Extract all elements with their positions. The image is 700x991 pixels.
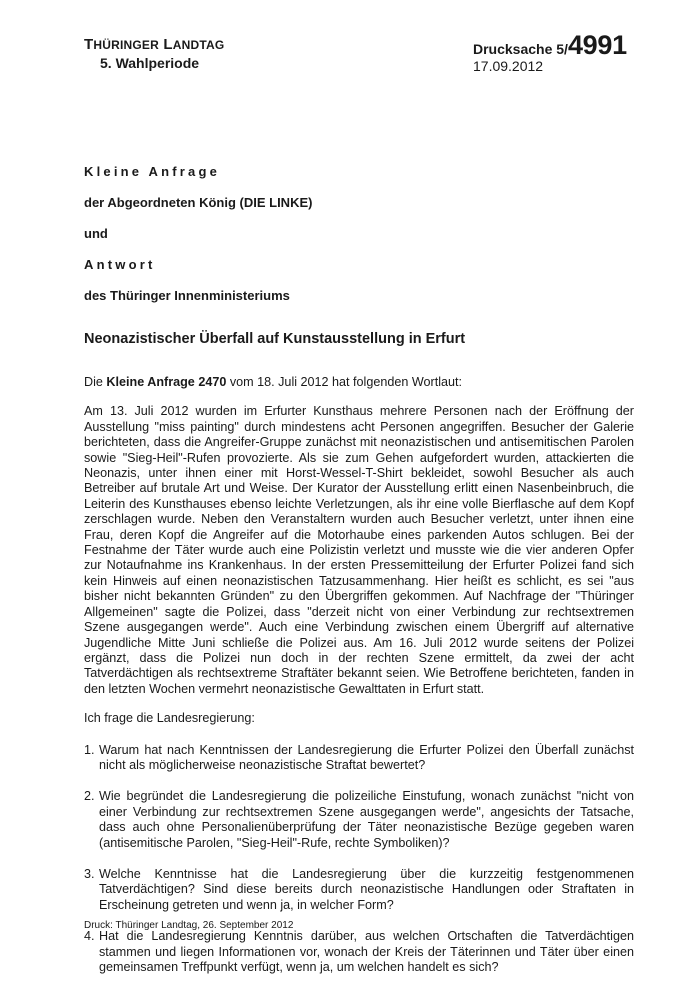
lead-sentence: Die Kleine Anfrage 2470 vom 18. Juli 2012 hat folgenden Wortlaut: xyxy=(84,375,463,389)
antwort-heading: Antwort xyxy=(84,257,156,272)
und-line: und xyxy=(84,226,108,241)
parliament-name: THÜRINGER LANDTAG xyxy=(84,36,225,53)
list-item: 1. Warum hat nach Kenntnissen der Landesregierung die Erfurter Polizei den Überfall zunächst nicht als möglicherweise neonazistische Straftat bewertet? xyxy=(84,742,634,772)
question-background-paragraph: Am 13. Juli 2012 wurden im Erfurter Kunsthaus mehrere Personen nach der Eröffnung der Ausstellung "miss painting" durch mindestens acht Personen angegriffen. Besucher der Galerie berichteten, dass die Angreifer-Gruppe zunächst mit neonazistischen und antisemitischen Parolen sowie "Sieg-Heil"-Rufen provozierte. Als sie zum Gehen aufgefordert wurden, attackierten die Neonazis, unter ihnen einer mit Horst-Wessel-T-Shirt bekleidet, sowohl Besucher als auch Betreiber auf brutale Art und Weise. Der Kurator der Ausstellung erlitt einen Nasenbeinbruch, die Leiterin des Kunsthauses ebenso leichte Verletzungen, als ihr eine volle Bierflasche auf dem Kopf zerschlagen wurde. Neben den Veranstaltern wurden auch Besucher verletzt, unter ihnen eine Frau, deren Kopf die Angreifer auf die Motorhaube eines parkenden Autos schlugen. Bei der Festnahme der Täter wurde auch eine Polizistin verletzt und musste wie die vier anderen Opfer zur Notaufnahme ins Krankenhaus. In der ersten Pressemitteilung der Erfurter Polizei fand sich kein Hinweis auf einen neonazistischen Tatzusammenhang. Hier heißt es schlicht, es sei "aus bisher nicht bekannten Gründen" zu den Übergriffen gekommen. Auf Nachfrage der "Thüringer Allgemeinen" sagte die Polizei, dass "derzeit nicht von einer Verbindung zur rechtsextremen Szene ausgegangen werde". Auch eine Verbindung zwischen einem Übergriff auf alternative Jugendliche Mitte Juni schließe die Polizei aus. Am 16. Juli 2012 wurde seitens der Polizei ergänzt, dass die Polizei nun doch in der rechten Szene ermittelt, da zwei der acht Tatverdächtigen als rechtsextreme Straftäter bekannt seien. Wie Betroffene berichteten, fanden in den letzten Wochen vermehrt neonazistische Gewalttaten in Erfurt statt. xyxy=(84,404,634,696)
legislative-period: 5. Wahlperiode xyxy=(100,55,200,71)
question-list xyxy=(84,743,634,976)
list-item: 2. Wie begründet die Landesregierung die polizeiliche Einstufung, wonach zunächst "nicht von einer Verbindung zur rechtsextremen Szene ausgegangen werde", angesichts der Tatsache, dass auch ohne Personalienüberprüfung der Täter neonazistische Bezüge gegeben waren (antisemitische Parolen, "Sieg-Heil"-Rufe, rechte Symboliken)? xyxy=(84,789,634,850)
ministerium-line: des Thüringer Innenministeriums xyxy=(84,288,290,303)
list-item: 3. Welche Kenntnisse hat die Landesregierung über die kurzzeitig festgenommenen Tatverdächtigen? Sind diese bereits durch neonazistische Handlungen oder Straftaten in Erscheinung getreten und wenn ja, in welcher Form? xyxy=(84,866,634,912)
kleine-anfrage-heading: Kleine Anfrage xyxy=(84,164,221,179)
body-content xyxy=(84,375,634,991)
abgeordnete-line: der Abgeordneten König (DIE LINKE) xyxy=(84,195,313,210)
list-item: 4. Hat die Landesregierung Kenntnis darüber, aus welchen Ortschaften die Tatverdächtigen stammen und liegen Informationen vor, wonach der Kreis der Täterinnen und Täter über einen gemeinsamen Treffpunkt verfügt, wenn ja, um welchen handelt es sich? xyxy=(84,929,634,974)
drucksache-number: 4991 xyxy=(567,30,627,60)
document-title: Neonazistischer Überfall auf Kunstausstellung in Erfurt xyxy=(84,331,466,347)
document-date: 17.09.2012 xyxy=(473,58,544,74)
ask-intro: Ich frage die Landesregierung: xyxy=(84,711,255,726)
drucksache-label: Drucksache 5/ xyxy=(473,41,568,57)
print-footer: Druck: Thüringer Landtag, 26. September 2012 xyxy=(84,920,294,931)
document-number-block xyxy=(473,30,627,74)
letterhead xyxy=(84,36,224,72)
